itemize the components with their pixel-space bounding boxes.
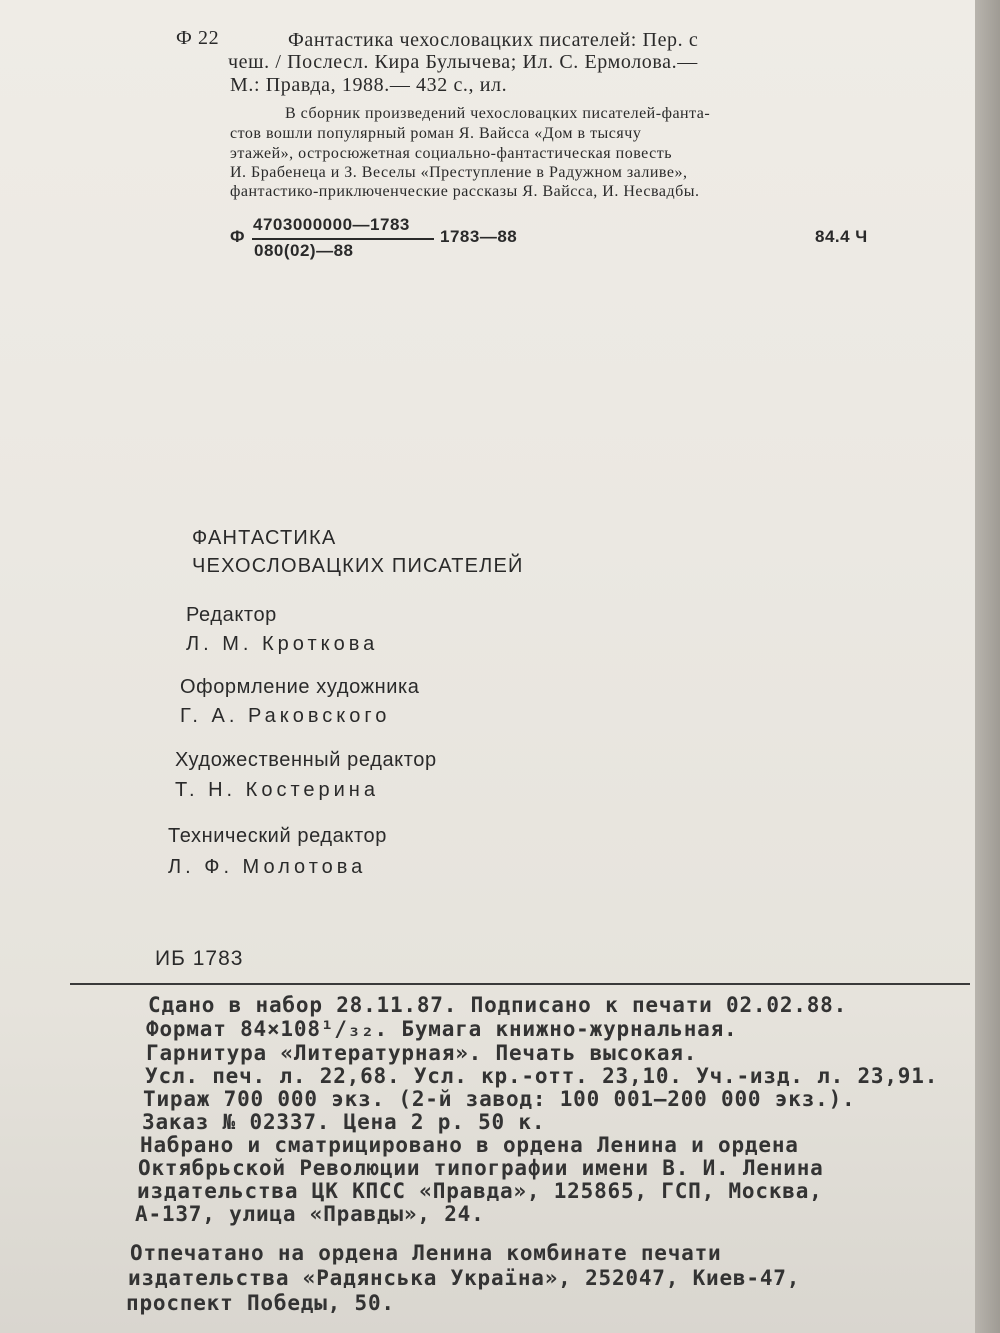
fraction-bar [252,238,434,240]
imprint-line-7: Набрано и сматрицировано в ордена Ленина и ордена [140,1133,799,1157]
annotation-line-3: этажей», остросюжетная социально-фантастическая повесть [230,145,673,162]
book-title-line-2: ЧЕХОСЛОВАЦКИХ ПИСАТЕЛЕЙ [192,555,524,577]
divider-rule [70,983,970,985]
annotation-line-1: В сборник произведений чехословацких писателей-фанта- [285,105,711,122]
catalog-line-2: чеш. / Послесл. Кира Булычева; Ил. С. Ермолова.— [228,51,698,73]
credit-name-tech-editor: Л. Ф. Молотова [168,856,367,878]
catalog-code: Ф 22 [176,27,220,49]
credit-name-illustrator: Г. А. Раковского [180,705,391,727]
imprint-line-3: Гарнитура «Литературная». Печать высокая. [146,1041,698,1065]
index-class: 84.4 Ч [815,227,868,246]
imprint-line-10: А-137, улица «Правды», 24. [135,1202,485,1226]
imprint-line-5: Тираж 700 000 экз. (2-й завод: 100 001—200 000 экз.). [143,1087,856,1111]
printed-line-3: проспект Победы, 50. [126,1291,395,1315]
credit-role-art-editor: Художественный редактор [175,749,437,771]
credit-role-editor: Редактор [186,604,277,626]
index-denominator: 080(02)—88 [254,241,354,260]
book-title-line-1: ФАНТАСТИКА [192,527,337,549]
imprint-line-8: Октябрьской Революции типографии имени В. И. Ленина [138,1156,824,1180]
imprint-line-9: издательства ЦК КПСС «Правда», 125865, ГСП, Москва, [137,1179,823,1203]
annotation-line-5: фантастико-приключенческие рассказы Я. Вайсса, И. Несвадбы. [230,183,700,200]
credit-role-tech-editor: Технический редактор [168,825,387,847]
ib-number: ИБ 1783 [155,947,244,970]
page-edge-shadow [975,0,1000,1333]
annotation-line-4: И. Брабенеца и З. Веселы «Преступление в Радужном заливе», [230,164,688,181]
credit-name-editor: Л. М. Кроткова [186,633,379,655]
printed-line-1: Отпечатано на ордена Ленина комбинате печати [130,1241,722,1265]
index-numerator: 4703000000—1783 [253,215,410,234]
imprint-line-4: Усл. печ. л. 22,68. Усл. кр.-отт. 23,10. Уч.-изд. л. 23,91. [145,1064,939,1088]
credit-role-illustrator: Оформление художника [180,676,420,698]
printed-line-2: издательства «Радянська Україна», 252047, Киев-47, [128,1266,801,1290]
annotation-line-2: стов вошли популярный роман Я. Вайсса «Дом в тысячу [230,125,642,142]
index-suffix: 1783—88 [440,227,518,246]
catalog-line-1: Фантастика чехословацких писателей: Пер. с [288,29,699,51]
catalog-line-3: М.: Правда, 1988.— 432 с., ил. [230,74,508,96]
index-prefix: Ф [230,227,246,246]
imprint-line-2: Формат 84×108¹/₃₂. Бумага книжно-журнальная. [146,1017,738,1041]
imprint-line-1: Сдано в набор 28.11.87. Подписано к печати 02.02.88. [148,993,848,1017]
credit-name-art-editor: Т. Н. Костерина [175,779,379,801]
imprint-line-6: Заказ № 02337. Цена 2 р. 50 к. [142,1110,546,1134]
